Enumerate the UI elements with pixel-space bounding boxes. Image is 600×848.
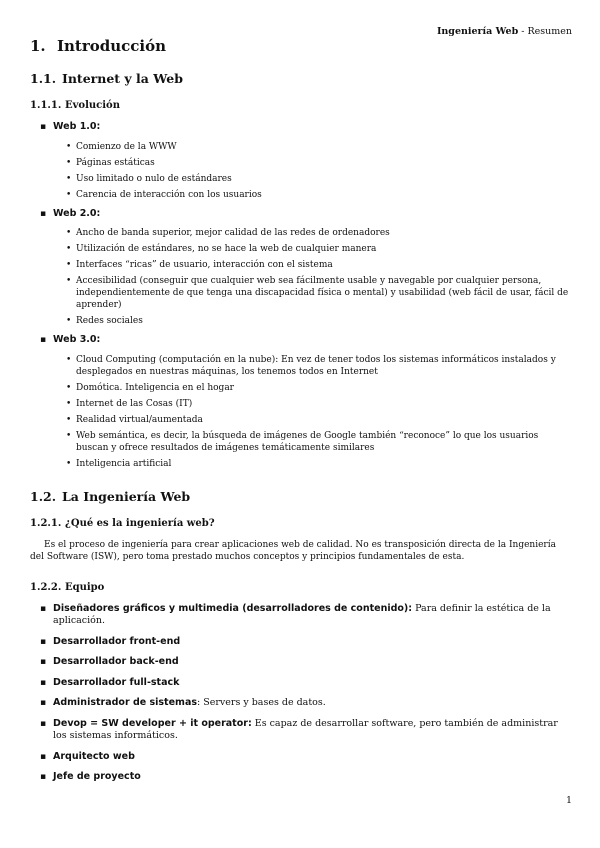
section-number: 1. <box>30 37 46 55</box>
section-paragraph: Es el proceso de ingeniería para crear aplicaciones web de calidad. No es transposición directa de la Ingeniería del Software (ISW), pero toma prestado muchos conceptos y principios fundamentales de esta. <box>30 539 556 562</box>
list-item-desc: Para definir la estética de la aplicación. <box>53 602 551 626</box>
list-item-label: Arquitecto web <box>53 750 135 762</box>
list-item-label: Desarrollador back-end <box>53 656 179 667</box>
list-item <box>30 636 572 649</box>
section-number: 1.1. <box>30 71 57 86</box>
header-separator: - <box>518 26 528 37</box>
list-item: • Ancho de banda superior, mejor calidad de las redes de ordenadores <box>53 227 572 239</box>
list-item: • Uso limitado o nulo de estándares <box>53 173 572 185</box>
list-item-label: Devop = SW developer + it operator: <box>53 717 252 729</box>
list-item-label: Jefe de proyecto <box>53 771 141 782</box>
sub-list <box>53 354 572 470</box>
list-item-label: Web 2.0: <box>53 207 101 219</box>
section-1-heading <box>30 37 572 55</box>
list-item-label: Web 3.0: <box>53 334 101 345</box>
list-item <box>30 677 572 690</box>
team-list <box>30 603 572 784</box>
section-number: 1.2.1. <box>30 517 62 529</box>
section-title: Introducción <box>57 37 167 55</box>
list-item <box>30 751 572 764</box>
list-item <box>30 603 572 628</box>
section-1-2-2-heading <box>30 582 572 593</box>
list-item: • Redes sociales <box>53 315 572 327</box>
list-item: • Utilización de estándares, no se hace la web de cualquier manera <box>53 243 572 255</box>
header-subtitle: Resumen <box>527 26 572 37</box>
list-item-label: Diseñadores gráficos y multimedia (desarrolladores de contenido): <box>53 602 413 614</box>
section-number: 1.1.1. <box>30 100 62 111</box>
list-item <box>30 771 572 784</box>
list-item <box>30 718 572 743</box>
list-item-label: Administrador de sistemas <box>53 697 198 708</box>
section-1-2-heading <box>30 489 572 504</box>
section-1-1-heading <box>30 71 572 86</box>
list-item-desc: Es capaz de desarrollar software, pero también de administrar los sistemas informáticos. <box>53 717 558 741</box>
list-item: • Cloud Computing (computación en la nube): En vez de tener todos los sistemas informáticos instalados y desplegados en nuestras máquinas, los tenemos todos en Internet <box>53 354 572 378</box>
list-item: • Domótica. Inteligencia en el hogar <box>53 382 572 394</box>
list-item: • Realidad virtual/aumentada <box>53 414 572 426</box>
page-body <box>30 37 572 792</box>
section-1-1-1-heading <box>30 100 572 111</box>
section-title: Internet y la Web <box>62 71 183 86</box>
list-item: • Carencia de interacción con los usuarios <box>53 189 572 201</box>
list-item <box>30 121 572 201</box>
list-item: • Interfaces “ricas” de usuario, interacción con el sistema <box>53 259 572 271</box>
list-item-label: Desarrollador front-end <box>53 635 181 647</box>
list-item-label: Desarrollador full-stack <box>53 676 180 688</box>
sub-list <box>53 227 572 327</box>
sub-list <box>53 141 572 201</box>
section-number: 1.2. <box>30 488 57 504</box>
header-title: Ingeniería Web <box>436 26 519 37</box>
list-item <box>30 208 572 328</box>
section-1-2-1-heading <box>30 518 572 529</box>
page-number: 1 <box>565 795 572 806</box>
list-item: • Web semántica, es decir, la búsqueda de imágenes de Google también “reconoce” lo que los usuarios buscan y ofrece resultados de imágenes temáticamente similares <box>53 430 572 454</box>
list-item-desc: : Servers y bases de datos. <box>197 697 326 708</box>
running-header <box>437 26 572 37</box>
list-item <box>30 697 572 710</box>
section-number: 1.2.2. <box>30 581 62 593</box>
section-title: Evolución <box>65 100 120 111</box>
list-item: • Accesibilidad (conseguir que cualquier web sea fácilmente usable y navegable por cualquier persona, independientemente de que tenga una discapacidad física o mental) y usabilidad (web fácil de usar, fácil de aprender) <box>53 275 572 311</box>
list-item <box>30 656 572 669</box>
section-title: La Ingeniería Web <box>62 488 191 504</box>
list-item: • Páginas estáticas <box>53 157 572 169</box>
list-item: • Internet de las Cosas (IT) <box>53 398 572 410</box>
section-title: ¿Qué es la ingeniería web? <box>65 517 215 529</box>
list-item: • Inteligencia artificial <box>53 458 572 470</box>
list-item <box>30 334 572 470</box>
section-title: Equipo <box>65 581 105 593</box>
list-item: • Comienzo de la WWW <box>53 141 572 153</box>
list-item-label: Web 1.0: <box>53 121 101 132</box>
web-evolution-list <box>30 121 572 470</box>
